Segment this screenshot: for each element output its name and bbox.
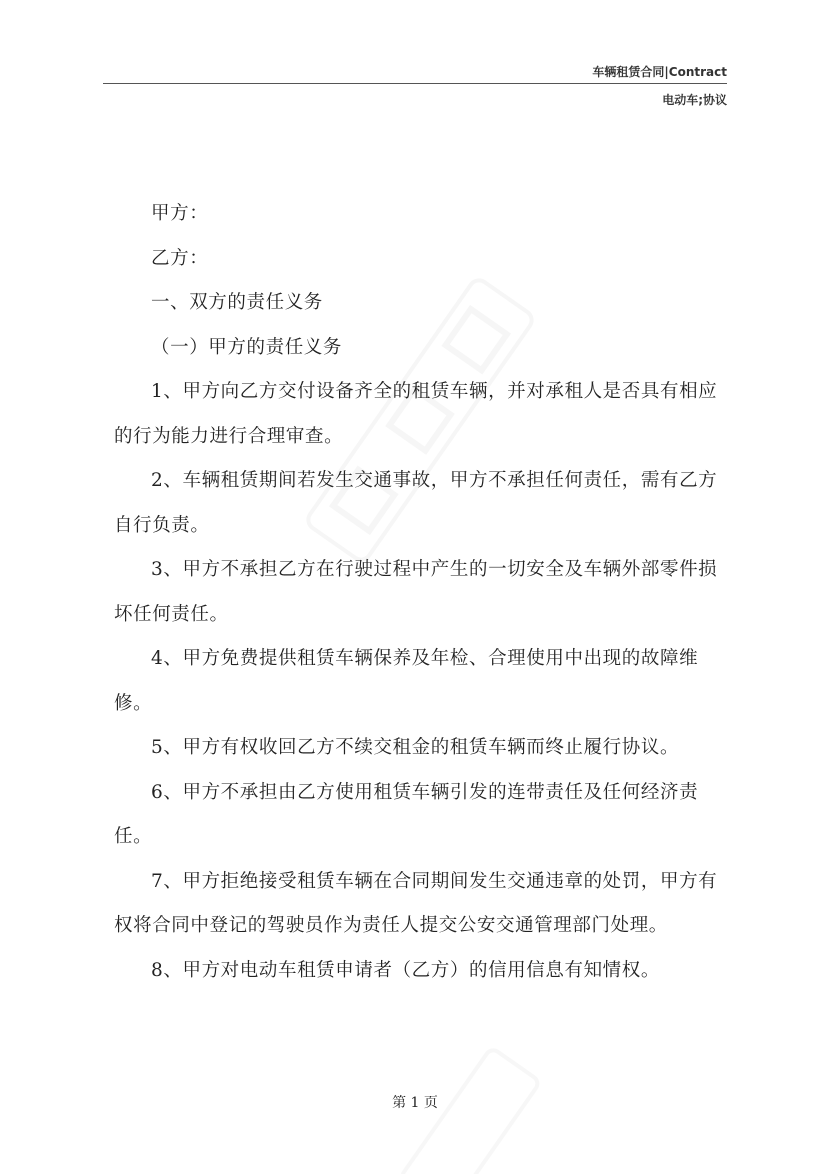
party-b-line: 乙方：	[151, 247, 209, 269]
subsection-heading: （一）甲方的责任义务	[151, 336, 343, 358]
page-number: 第 1 页	[392, 1095, 438, 1111]
clause-paragraph: 7、甲方拒绝接受租赁车辆在合同期间发生交通违章的处罚，甲方有权将合同中登记的驾驶员作为责任人提交公安交通管理部门处理。	[114, 870, 718, 936]
document-body	[114, 192, 726, 993]
clause-paragraph: 1、甲方向乙方交付设备齐全的租赁车辆，并对承租人是否具有相应的行为能力进行合理审查。	[114, 381, 718, 447]
clause-paragraph: 3、甲方不承担乙方在行驶过程中产生的一切安全及车辆外部零件损坏任何责任。	[114, 559, 718, 625]
clause-paragraph: 8、甲方对电动车租赁申请者（乙方）的信用信息有知情权。	[151, 959, 660, 981]
header-title: 车辆租赁合同|Contract	[592, 65, 727, 79]
clause-paragraph: 6、甲方不承担由乙方使用租赁车辆引发的连带责任及任何经济责任。	[114, 781, 699, 847]
header-divider	[103, 83, 727, 84]
clause-paragraph: 5、甲方有权收回乙方不续交租金的租赁车辆而终止履行协议。	[151, 737, 680, 758]
clause-paragraph: 2、车辆租赁期间若发生交通事故，甲方不承担任何责任，需有乙方自行负责。	[114, 470, 718, 536]
clause-paragraph: 4、甲方免费提供租赁车辆保养及年检、合理使用中出现的故障维修。	[114, 648, 699, 714]
section-heading: 一、双方的责任义务	[151, 292, 323, 313]
header-subtitle: 电动车;协议	[662, 93, 727, 107]
party-a-line: 甲方：	[151, 203, 209, 224]
